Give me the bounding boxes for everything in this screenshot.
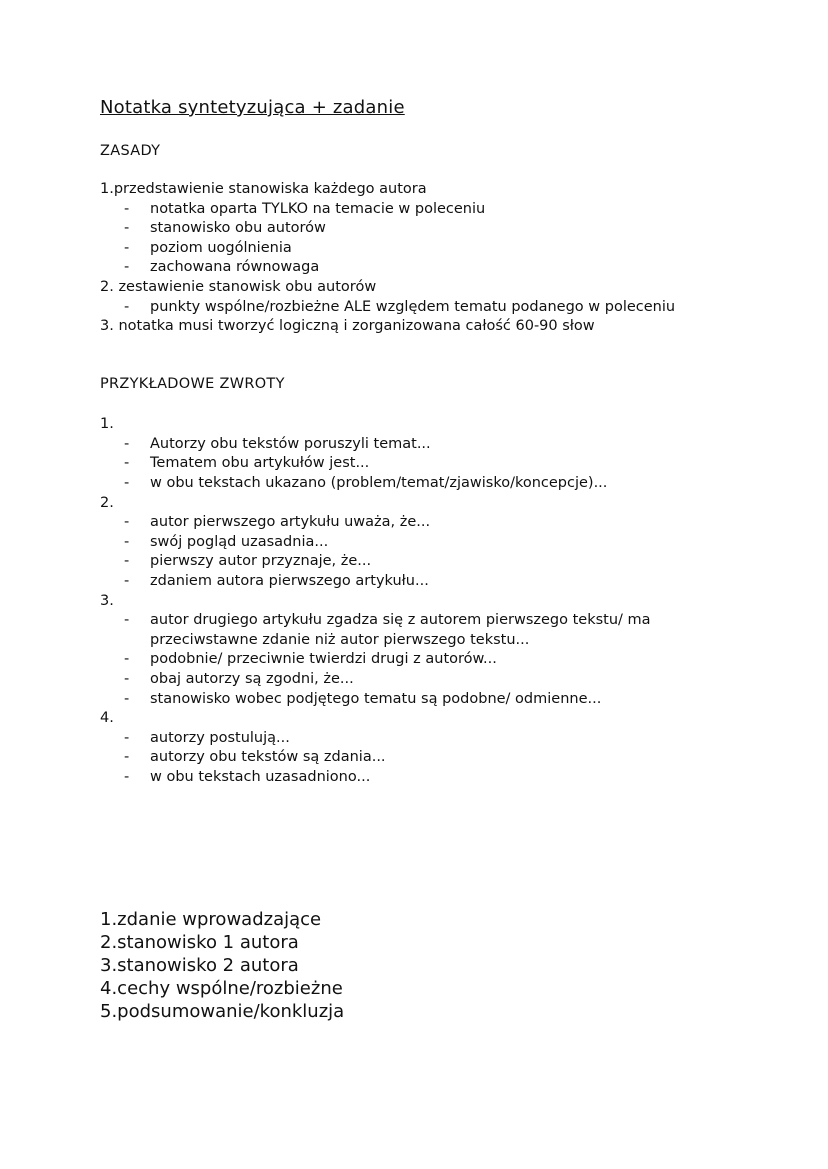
bullet-marker: - [124,553,130,569]
plan-item: 5.podsumowanie/konkluzja [100,1001,345,1022]
plan-item: 3.stanowisko 2 autora [100,955,299,976]
zasady-item-2: 2. zestawienie stanowisk obu autorów [100,279,377,295]
zwroty-item: pierwszy autor przyznaje, że... [150,553,372,569]
bullet-marker: - [124,730,130,746]
zwroty-item: autorzy postulują... [150,730,290,746]
zwroty-heading: PRZYKŁADOWE ZWROTY [100,376,285,392]
zwroty-item: stanowisko wobec podjętego tematu są podobne/ odmienne... [150,691,602,707]
plan-item: 2.stanowisko 1 autora [100,932,299,953]
zwroty-item: w obu tekstach uzasadniono... [150,769,371,785]
bullet-marker: - [124,671,130,687]
bullet-marker: - [124,240,130,256]
bullet-marker: - [124,534,130,550]
bullet-marker: - [124,220,130,236]
zwroty-item-continuation: przeciwstawne zdanie niż autor pierwszego tekstu... [150,632,530,648]
zwroty-item: obaj autorzy są zgodni, że... [150,671,354,687]
bullet-marker: - [124,475,130,491]
plan-item: 4.cechy wspólne/rozbieżne [100,978,343,999]
zwroty-item: w obu tekstach ukazano (problem/temat/zjawisko/koncepcje)... [150,475,608,491]
bullet-marker: - [124,514,130,530]
zwroty-group-number: 1. [100,416,114,432]
bullet-marker: - [124,573,130,589]
bullet-marker: - [124,299,130,315]
page-title: Notatka syntetyzująca + zadanie [100,97,405,118]
bullet-marker: - [124,651,130,667]
bullet-marker: - [124,769,130,785]
zasady-item-1-bullet: stanowisko obu autorów [150,220,326,236]
zwroty-group-number: 3. [100,593,114,609]
bullet-marker: - [124,455,130,471]
bullet-marker: - [124,749,130,765]
bullet-marker: - [124,436,130,452]
bullet-marker: - [124,201,130,217]
bullet-marker: - [124,259,130,275]
zwroty-item: podobnie/ przeciwnie twierdzi drugi z autorów... [150,651,497,667]
zasady-heading: ZASADY [100,143,161,159]
zwroty-item: autor pierwszego artykułu uważa, że... [150,514,431,530]
zasady-item-1-bullet: zachowana równowaga [150,259,320,275]
zasady-item-2-bullet: punkty wspólne/rozbieżne ALE względem tematu podanego w poleceniu [150,299,676,315]
zwroty-item: Tematem obu artykułów jest... [150,455,370,471]
zwroty-item: zdaniem autora pierwszego artykułu... [150,573,429,589]
zwroty-group-number: 4. [100,710,114,726]
zwroty-group-number: 2. [100,495,114,511]
bullet-marker: - [124,691,130,707]
zwroty-item: autor drugiego artykułu zgadza się z autorem pierwszego tekstu/ ma [150,612,651,628]
zasady-item-1-bullet: notatka oparta TYLKO na temacie w poleceniu [150,201,486,217]
zasady-item-1: 1.przedstawienie stanowiska każdego autora [100,181,427,197]
plan-item: 1.zdanie wprowadzające [100,909,322,930]
bullet-marker: - [124,612,130,628]
zwroty-item: autorzy obu tekstów są zdania... [150,749,386,765]
zwroty-item: Autorzy obu tekstów poruszyli temat... [150,436,431,452]
zasady-item-1-bullet: poziom uogólnienia [150,240,292,256]
zasady-item-3: 3. notatka musi tworzyć logiczną i zorganizowana całość 60-90 słow [100,318,595,334]
zwroty-item: swój pogląd uzasadnia... [150,534,329,550]
